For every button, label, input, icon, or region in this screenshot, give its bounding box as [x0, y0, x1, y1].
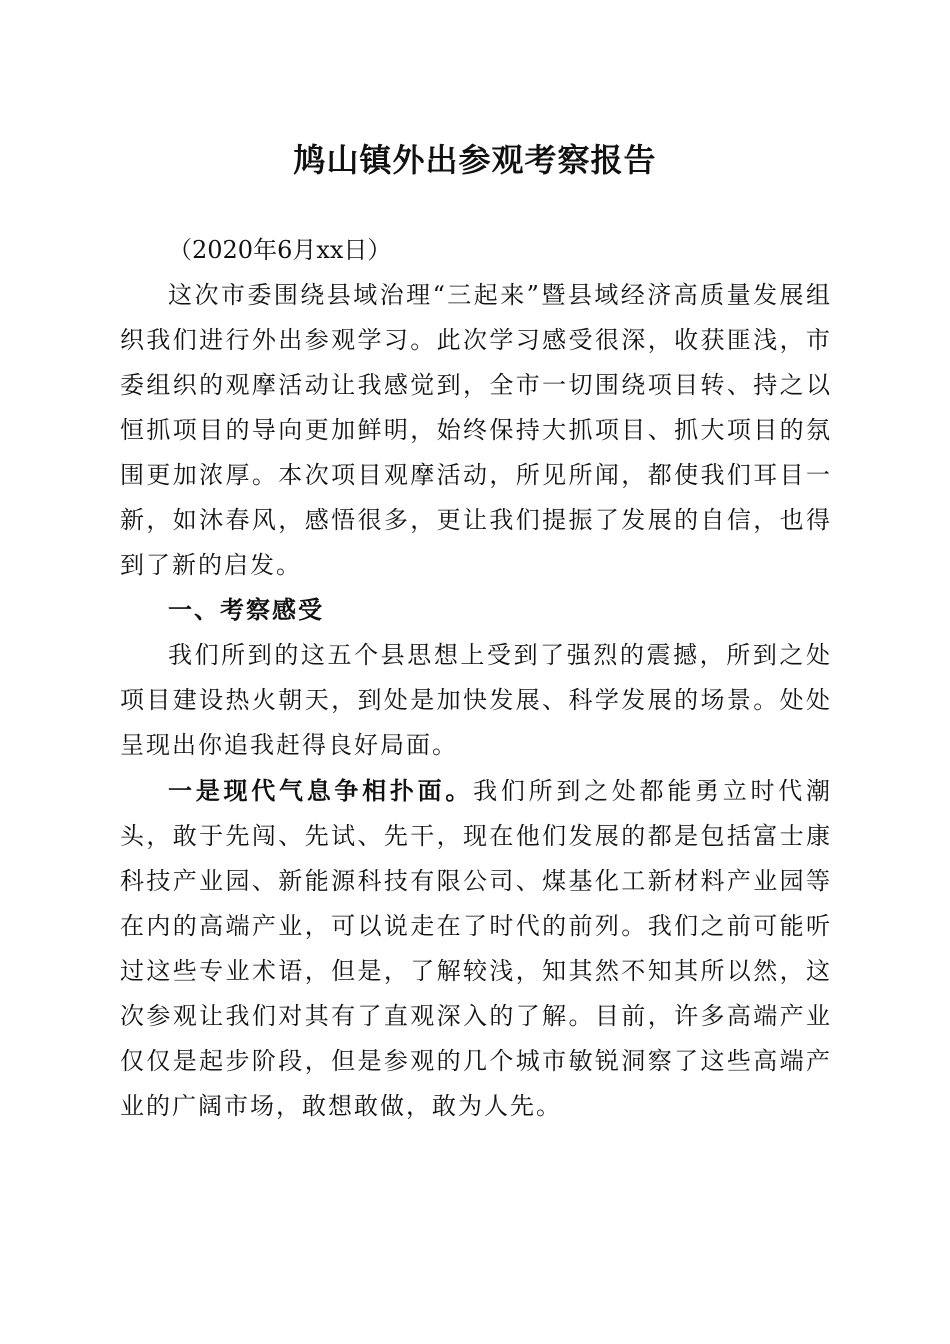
document-date: （2020年6月xx日） [168, 236, 392, 264]
intro-paragraph: 这次市委围绕县域治理“三起来”暨县域经济高质量发展组织我们进行外出参观学习。此次学习感受很深，收获匪浅，市委组织的观摩活动让我感觉到，全市一切围绕项目转、持之以恒抓项目的导向更加鲜明，始终保持大抓项目、抓大项目的氛围更加浓厚。本次项目观摩活动，所见所闻，都使我们耳目一新，如沐春风，感悟很多，更让我们提振了发展的自信，也得到了新的启发。 [120, 281, 832, 579]
point-lead: 一是现代气息争相扑面。 [168, 776, 474, 805]
document-body [120, 228, 832, 1129]
section-heading: 一、考察感受 [168, 596, 324, 624]
document-title: 鸠山镇外出参观考察报告 [293, 141, 657, 179]
point-body: 我们所到之处都能勇立时代潮头，敢于先闯、先试、先干，现在他们发展的都是包括富士康科技产业园、新能源科技有限公司、煤基化工新材料产业园等在内的高端产业，可以说走在了时代的前列。我们之前可能听过这些专业术语，但是，了解较浅，知其然不知其所以然，这次参观让我们对其有了直观深入的了解。目前，许多高端产业仅仅是起步阶段，但是参观的几个城市敏锐洞察了这些高端产业的广阔市场，敢想敢做，敢为人先。 [120, 777, 833, 1120]
section-paragraph: 我们所到的这五个县思想上受到了强烈的震撼，所到之处项目建设热火朝天，到处是加快发展、科学发展的场景。处处呈现出你追我赶得良好局面。 [120, 641, 832, 759]
point-paragraph [120, 768, 832, 1129]
